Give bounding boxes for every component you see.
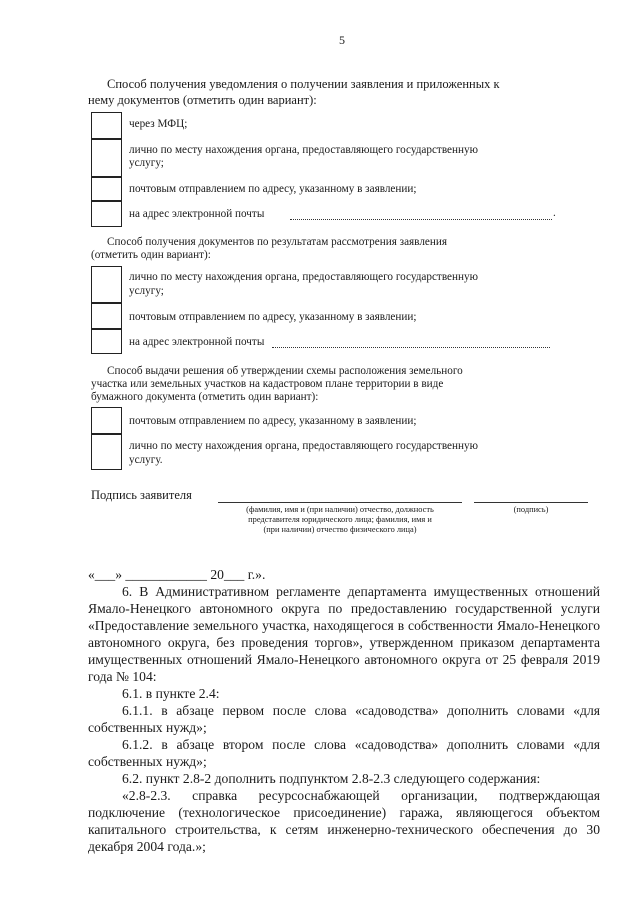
checkbox-docs-in-person[interactable] <box>91 266 122 304</box>
section1-option-by-mail: почтовым отправлением по адресу, указанному в заявлении; <box>129 183 417 195</box>
signature-name-caption: (фамилия, имя и (при наличии) отчество, должность представителя юридического лица; фамилия, имя и (при наличии) отчество физического лица) <box>246 505 434 534</box>
section1-heading-line1: Способ получения уведомления о получении заявления и приложенных к <box>107 77 500 91</box>
checkbox-mfc[interactable] <box>91 112 122 140</box>
checkbox-in-person[interactable] <box>91 138 122 178</box>
section1-option-mfc: через МФЦ; <box>129 118 188 130</box>
section1-option-email: на адрес электронной почты <box>129 208 265 220</box>
section2-option-email: на адрес электронной почты <box>129 336 265 348</box>
amendments-body <box>88 583 600 855</box>
checkbox-docs-email[interactable] <box>91 328 122 354</box>
checkbox-by-mail[interactable] <box>91 176 122 202</box>
checkbox-decision-in-person[interactable] <box>91 433 122 470</box>
section2-option-by-mail: почтовым отправлением по адресу, указанному в заявлении; <box>129 311 417 323</box>
email-fill-line[interactable] <box>290 219 552 220</box>
section2-heading-line1: Способ получения документов по результатам рассмотрения заявления <box>107 236 447 248</box>
checkbox-docs-by-mail[interactable] <box>91 302 122 330</box>
section2-option-in-person-line1: лично по месту нахождения органа, предоставляющего государственную <box>129 271 478 283</box>
period-mark: . <box>553 207 556 219</box>
paragraph-2-8-2-3: «2.8-2.3. справка ресурсоснабжающей организации, подтверждающая подключение (технологическое присоединение) гаража, являющегося объектом капитального строительства, к сетям инженерно-технического обеспечения до 30 декабря 2004 года.»; <box>88 788 600 854</box>
section2-option-in-person-line2: услугу; <box>129 285 164 297</box>
paragraph-6-1-1: 6.1.1. в абзаце первом после слова «садоводства» дополнить словами «для собственных нужд»; <box>88 703 600 735</box>
section1-option-in-person-line1: лично по месту нахождения органа, предоставляющего государственную <box>129 144 478 156</box>
section3-heading-line2: участка или земельных участков на кадастровом плане территории в виде <box>91 378 444 390</box>
section3-heading-line1: Способ выдачи решения об утверждении схемы расположения земельного <box>107 365 463 377</box>
checkbox-email[interactable] <box>91 200 122 227</box>
paragraph-6-1: 6.1. в пункте 2.4: <box>122 686 220 701</box>
paragraph-6: 6. В Административном регламенте департамента имущественных отношений Ямало-Ненецкого автономного округа по предоставлению государственной услуги «Предоставление земельного участка, находящегося в собственности Ямало-Ненецкого автономного округа, без проведения торгов», утвержденном приказом департамента имущественных отношений Ямало-Ненецкого автономного округа от 25 февраля 2019 года № 104: <box>88 584 600 684</box>
paragraph-6-1-2: 6.1.2. в абзаце втором после слова «садоводства» дополнить словами «для собственных нужд»; <box>88 737 600 769</box>
signature-name-line[interactable] <box>218 502 462 503</box>
page-number: 5 <box>339 33 345 47</box>
signature-label: Подпись заявителя <box>91 488 192 502</box>
section3-option-in-person-line2: услугу. <box>129 454 163 466</box>
section3-option-in-person-line1: лично по месту нахождения органа, предоставляющего государственную <box>129 440 478 452</box>
signature-sign-line[interactable] <box>474 502 588 503</box>
section1-option-in-person-line2: услугу; <box>129 157 164 169</box>
section3-heading-line3: бумажного документа (отметить один вариант): <box>91 391 319 403</box>
section2-heading-line2: (отметить один вариант): <box>91 249 211 261</box>
checkbox-decision-by-mail[interactable] <box>91 407 122 435</box>
section3-option-by-mail: почтовым отправлением по адресу, указанному в заявлении; <box>129 415 417 427</box>
paragraph-6-2: 6.2. пункт 2.8-2 дополнить подпунктом 2.8-2.3 следующего содержания: <box>122 771 541 786</box>
section1-heading-line2: нему документов (отметить один вариант): <box>88 93 317 107</box>
docs-email-fill-line[interactable] <box>272 347 550 348</box>
signature-sign-caption: (подпись) <box>513 505 549 514</box>
date-line: «___» ____________ 20___ г.». <box>88 567 266 582</box>
